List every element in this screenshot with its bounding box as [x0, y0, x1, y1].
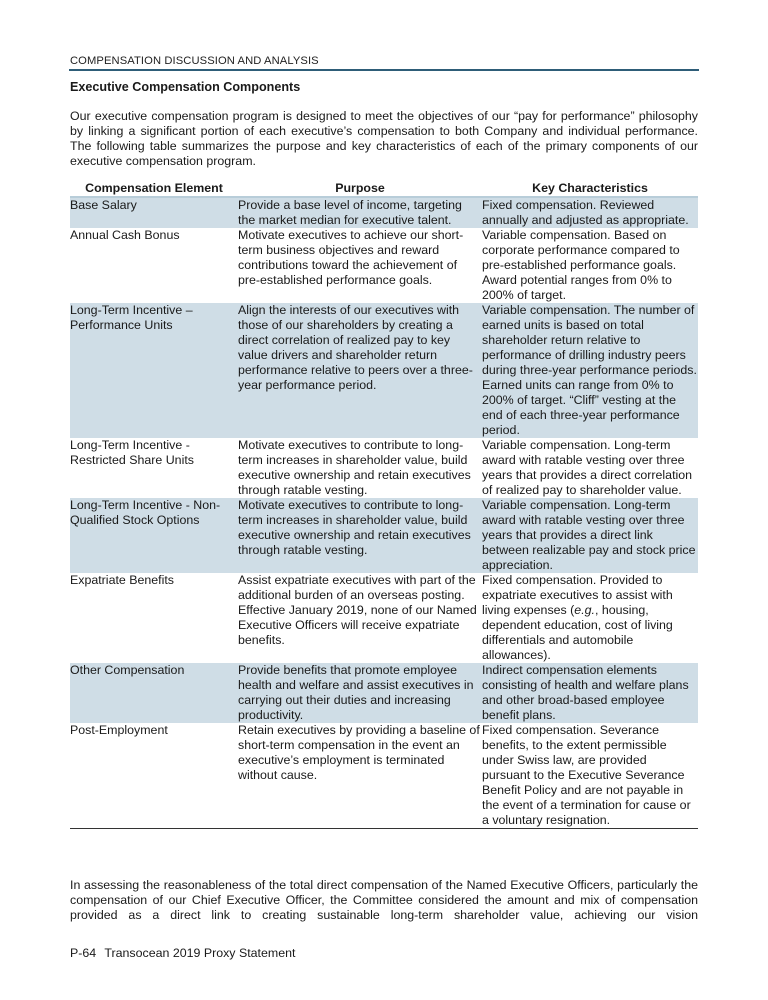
- element-cell: Long-Term Incentive - Non-Qualified Stock Options: [70, 498, 238, 573]
- intro-paragraph: Our executive compensation program is designed to meet the objectives of our “pay for performance” philosophy by linking a significant portion of each executive’s compensation to both Company and individual performance. The following table summarizes the purpose and key characteristics of each of the primary components of our executive compensation program.: [70, 109, 698, 168]
- characteristics-cell: Variable compensation. Based on corporate performance compared to pre-established performance goals. Award potential ranges from 0% to 200% of target.: [482, 228, 680, 302]
- purpose-cell: Motivate executives to contribute to long-term increases in shareholder value, build executive ownership and retain executives through ratable vesting.: [238, 498, 482, 573]
- element-cell: Base Salary: [70, 197, 238, 228]
- characteristics-text: , housing, dependent education, cost of living differentials and automobile allowances).: [482, 603, 673, 662]
- header-rule: [69, 69, 699, 71]
- purpose-cell: Provide benefits that promote employee health and welfare and assist executives in carrying out their duties and increasing productivity.: [238, 663, 482, 723]
- purpose-cell: Align the interests of our executives with those of our shareholders by creating a direct correlation of realized pay to key value drivers and shareholder return performance relative to peers over a three-year performance period.: [238, 303, 482, 438]
- characteristics-text: Fixed compensation. Provided to expatriate executives to assist with living expenses (: [482, 573, 673, 617]
- characteristics-cell: Variable compensation. Long-term award with ratable vesting over three years that provides a direct correlation of realized pay to shareholder value.: [482, 438, 693, 497]
- element-cell: Expatriate Benefits: [70, 573, 175, 587]
- purpose-cell: Motivate executives to achieve our short-term business objectives and reward contributions toward the achievement of pre-established performance goals.: [238, 228, 464, 287]
- purpose-cell: Provide a base level of income, targeting the market median for executive talent.: [238, 197, 482, 228]
- element-cell: Other Compensation: [70, 663, 238, 723]
- compensation-components-table: [70, 181, 698, 829]
- column-header-characteristics: Key Characteristics: [482, 181, 698, 197]
- element-cell: Post-Employment: [70, 723, 238, 829]
- table-header-row: [70, 181, 698, 197]
- column-header-purpose: Purpose: [238, 181, 482, 197]
- purpose-cell: Assist expatriate executives with part of the additional burden of an overseas posting. Effective January 2019, none of our Named Executive Officers will receive expatriate benefits.: [238, 573, 477, 647]
- table-row: [70, 723, 698, 829]
- characteristics-cell: Variable compensation. Long-term award with ratable vesting over three years that provides a direct link between realizable pay and stock price appreciation.: [482, 498, 698, 573]
- document-title: Transocean 2019 Proxy Statement: [104, 946, 296, 960]
- table-row: [70, 303, 698, 438]
- table-row: [70, 498, 698, 573]
- element-cell: Annual Cash Bonus: [70, 228, 180, 242]
- closing-paragraph: In assessing the reasonableness of the total direct compensation of the Named Executive Officers, particularly the compensation of our Chief Executive Officer, the Committee considered the amount and mix of compensation provided as a direct link to creating sustainable long-term shareholder value, achieving our vision: [70, 878, 698, 922]
- element-cell: Long-Term Incentive - Restricted Share Units: [70, 438, 194, 467]
- characteristics-emphasis: e.g.: [574, 603, 595, 617]
- purpose-cell: Motivate executives to contribute to long-term increases in shareholder value, build executive ownership and retain executives through ratable vesting.: [238, 438, 471, 497]
- table-row: [70, 663, 698, 723]
- characteristics-cell: Fixed compensation. Severance benefits, to the extent permissible under Swiss law, are provided pursuant to the Executive Severance Benefit Policy and are not payable in the event of a termination for cause or a voluntary resignation.: [482, 723, 698, 829]
- running-head: COMPENSATION DISCUSSION AND ANALYSIS: [70, 55, 319, 67]
- page-footer: [70, 946, 295, 960]
- column-header-element: Compensation Element: [70, 181, 238, 197]
- purpose-cell: Retain executives by providing a baseline of short-term compensation in the event an executive’s employment is terminated without cause.: [238, 723, 482, 829]
- page-number: P-64: [70, 946, 97, 960]
- characteristics-cell: Variable compensation. The number of earned units is based on total shareholder return relative to performance of drilling industry peers during three-year performance periods. Earned units can range from 0% to 200% of target. “Cliff” vesting at the end of each three-year performance period.: [482, 303, 697, 437]
- section-title: Executive Compensation Components: [70, 80, 301, 94]
- characteristics-cell: Indirect compensation elements consisting of health and welfare plans and other broad-based employee benefit plans.: [482, 663, 698, 723]
- element-cell: Long-Term Incentive – Performance Units: [70, 303, 238, 438]
- characteristics-cell: [482, 573, 698, 663]
- table-row: [70, 228, 698, 303]
- characteristics-cell: Fixed compensation. Reviewed annually and adjusted as appropriate.: [482, 197, 698, 228]
- table-row: [70, 573, 698, 663]
- table-row: [70, 438, 698, 498]
- table-row: [70, 197, 698, 228]
